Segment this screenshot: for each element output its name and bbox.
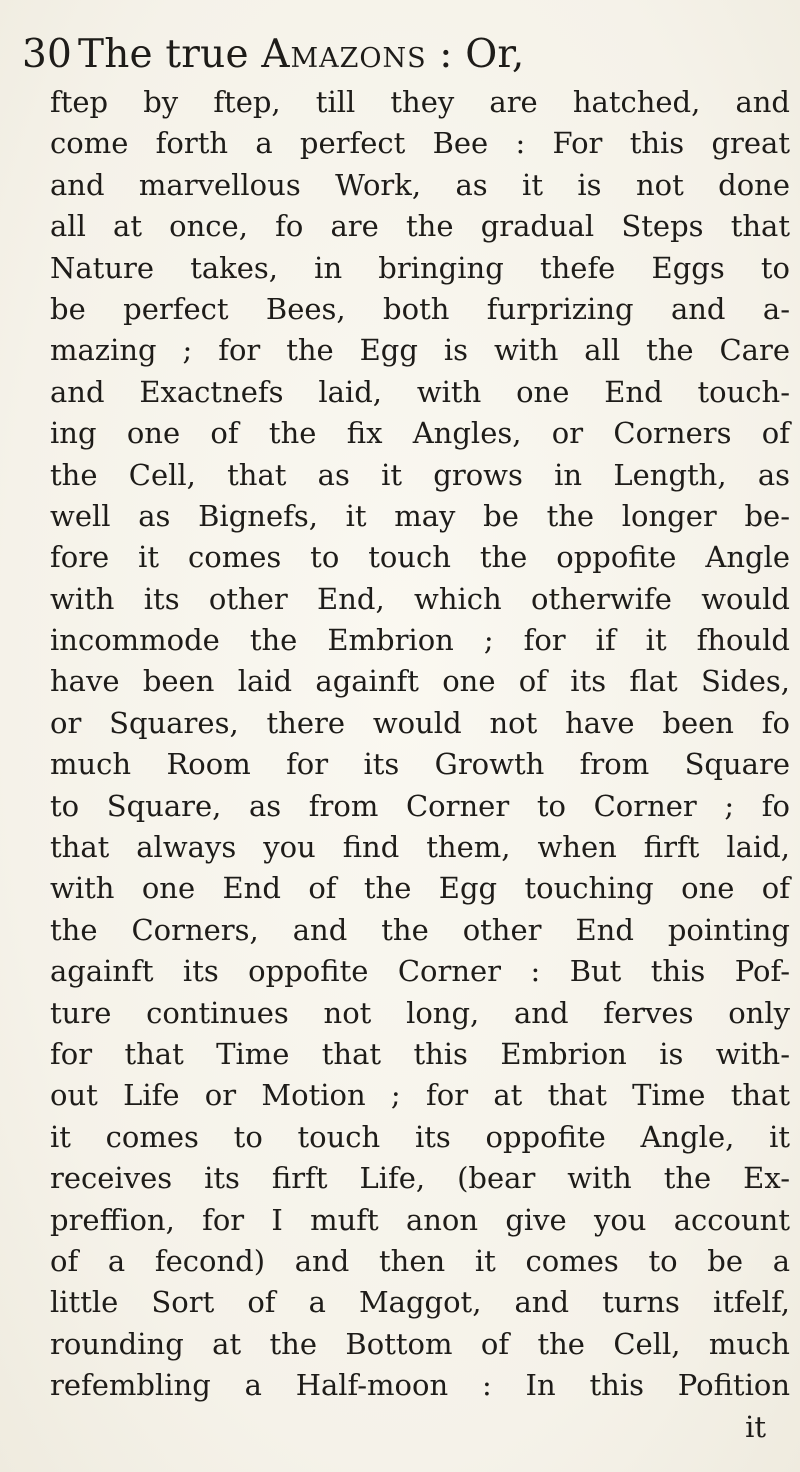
text-line: mazing ; for the Egg is with all the Care [50,333,790,368]
running-title-prefix: The true [78,32,262,77]
text-line: and Exactnefs laid, with one End touch- [50,374,790,409]
text-line: preffion, for I muft anon give you account [50,1202,790,1237]
running-title-suffix: : Or, [426,32,525,77]
text-line: receives its firft Life, (bear with the Ex- [50,1161,790,1196]
page-number: 30 [22,32,73,77]
text-line: againft its oppofite Corner : But this Pof- [50,954,790,989]
text-line: refembling a Half-moon : In this Pofition [50,1368,790,1403]
text-line: little Sort of a Maggot, and turns itfelf, [50,1285,790,1320]
text-line: ture continues not long, and ferves only [50,995,790,1030]
text-line: with its other End, which otherwife would [50,581,790,616]
text-line: incommode the Embrion ; for if it fhould [50,623,790,658]
text-line: come forth a perfect Bee : For this great [50,126,790,161]
text-line: the Cell, that as it grows in Length, as [50,457,790,492]
running-head [22,26,782,84]
text-line: much Room for its Growth from Square [50,747,790,782]
text-line: to Square, as from Corner to Corner ; fo [50,788,790,823]
text-line: for that Time that this Embrion is with- [50,1036,790,1071]
catchword: it [745,1409,766,1444]
text-line: well as Bignefs, it may be the longer be- [50,498,790,533]
text-line: the Corners, and the other End pointing [50,912,790,947]
text-line: or Squares, there would not have been fo [50,705,790,740]
text-line: ing one of the fix Angles, or Corners of [50,416,790,451]
text-line: with one End of the Egg touching one of [50,871,790,906]
text-line: out Life or Motion ; for at that Time that [50,1078,790,1113]
text-line: fore it comes to touch the oppofite Angle [50,540,790,575]
running-title-smallcaps: Amazons [261,32,427,77]
text-line: all at once, fo are the gradual Steps that [50,209,790,244]
text-line: rounding at the Bottom of the Cell, much [50,1326,790,1361]
body-text [50,82,790,1448]
text-line: of a fecond) and then it comes to be a [50,1243,790,1278]
text-line: be perfect Bees, both furprizing and a- [50,291,790,326]
text-line: Nature takes, in bringing thefe Eggs to [50,250,790,285]
text-line: it comes to touch its oppofite Angle, it [50,1119,790,1154]
text-line: have been laid againft one of its flat Sides, [50,664,790,699]
text-line: that always you find them, when firft laid, [50,830,790,865]
text-line: and marvellous Work, as it is not done [50,167,790,202]
text-line: ftep by ftep, till they are hatched, and [50,85,790,119]
running-title [78,26,525,84]
